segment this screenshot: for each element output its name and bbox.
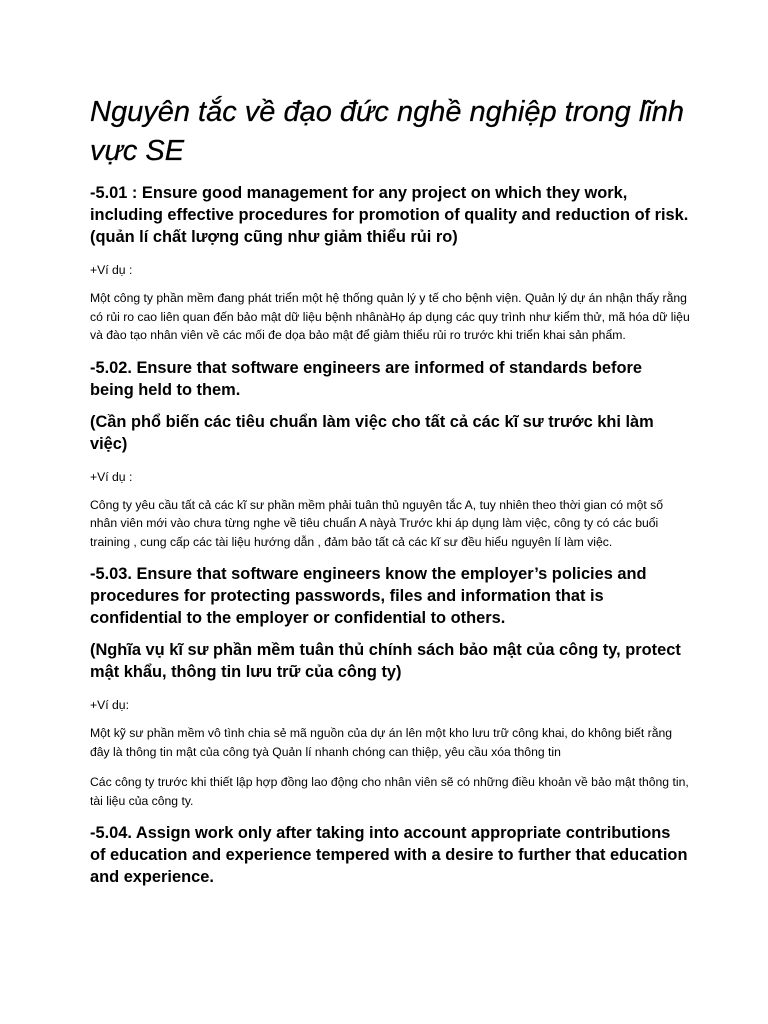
section-5-01	[90, 182, 690, 345]
document-title: Nguyên tắc về đạo đức nghề nghiệp trong lĩnh vực SE	[90, 96, 684, 167]
section-5-02	[90, 357, 690, 552]
section-heading: -5.02. Ensure that software engineers are informed of standards before being held to them.	[90, 358, 642, 399]
example-paragraph: Một công ty phần mềm đang phát triển một hệ thống quản lý y tế cho bệnh viện. Quản lý dự án nhận thấy rằng có rủi ro cao liên quan đến bảo mật dữ liệu bệnh nhânàHọ áp dụng các quy trình như kiểm thử, mã hóa dữ liệu và đào tạo nhân viên về các mối đe dọa bảo mật để giảm thiểu rủi ro trước khi triển khai sản phẩm.	[90, 291, 690, 342]
section-5-03	[90, 563, 690, 810]
section-heading: -5.01 : Ensure good management for any project on which they work, including effective procedures for promotion of quality and reduction of risk.(quản lí chất lượng cũng như giảm thiểu rủi ro)	[90, 184, 689, 246]
section-heading: -5.04. Assign work only after taking into account appropriate contributions of education and experience tempered with a desire to further that education and experience.	[90, 824, 688, 886]
section-subheading: (Cần phổ biến các tiêu chuẩn làm việc cho tất cả các kĩ sư trước khi làm việc)	[90, 412, 654, 453]
section-5-04	[90, 822, 690, 888]
example-label: +Ví dụ :	[90, 263, 133, 277]
example-label: +Ví dụ:	[90, 698, 129, 712]
example-paragraph: Các công ty trước khi thiết lập hợp đồng lao động cho nhân viên sẽ có những điều khoản về bảo mật thông tin, tài liệu của công ty.	[90, 775, 689, 808]
section-heading: -5.03. Ensure that software engineers know the employer’s policies and procedures for protecting passwords, files and information that is confidential to the employer or confidential to others.	[90, 565, 647, 627]
example-paragraph: Một kỹ sư phần mềm vô tình chia sẻ mã nguồn của dự án lên một kho lưu trữ công khai, do không biết rằng đây là thông tin mật của công tyà Quản lí nhanh chóng can thiệp, yêu cầu xóa thông tin	[90, 726, 673, 759]
example-label: +Ví dụ :	[90, 469, 133, 484]
section-subheading: (Nghĩa vụ kĩ sư phần mềm tuân thủ chính sách bảo mật của công ty, protect mật khẩu, thông tin lưu trữ của công ty)	[90, 641, 681, 681]
example-paragraph: Công ty yêu cầu tất cả các kĩ sư phần mềm phải tuân thủ nguyên tắc A, tuy nhiên theo thời gian có một số nhân viên mới vào chưa từng nghe về tiêu chuẩn A nàyà Trước khi áp dụng làm việc, công ty có các buổi training , cung cấp các tài liệu hướng dẫn , đảm bảo tất cả các kĩ sư đều hiểu nguyên lí làm việc.	[90, 497, 664, 549]
